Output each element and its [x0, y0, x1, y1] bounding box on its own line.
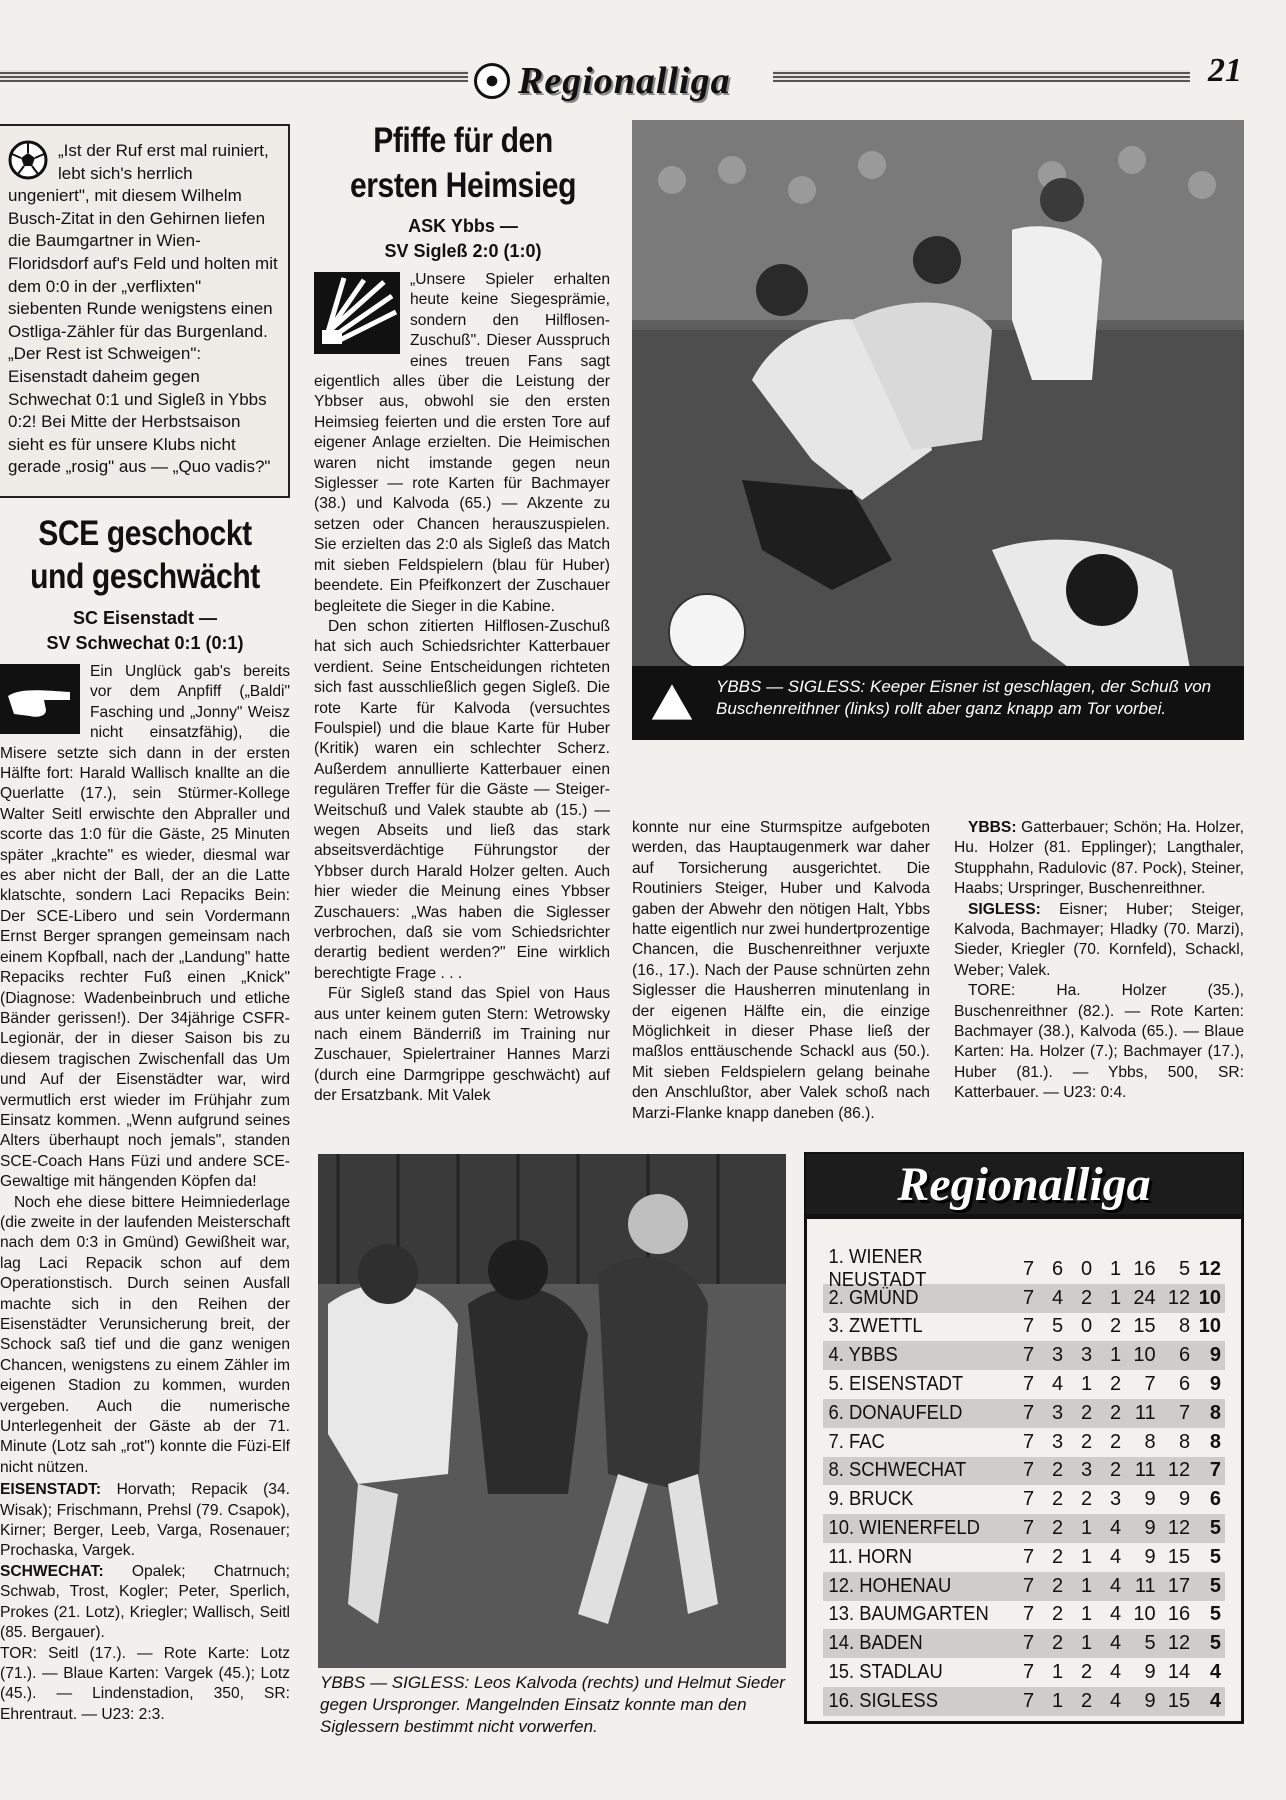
goals-against: 17 — [1167, 1574, 1191, 1597]
article1-facts: TOR: Seitl (17.). — Rote Karte: Lotz (71.). — Blaue Karten: Vargek (45.); Lotz (45.). — Lindenstadion, 350, SR: Ehrentraut. — U23: 2:3. — [0, 1644, 290, 1723]
rank: 13. — [828, 1603, 855, 1626]
article2-paragraph: konnte nur eine Sturmspitze aufgeboten werden, das Hauptaugenmerk war daher auf Torsicherung ausgerichtet. Die Routiniers Steiger, Huber und Kalvoda gaben der Abwehr den nötigen Halt, Ybbs hatte eigentlich nur zwei hundertprozentige Chancen, die Buschenreithner verjuxte (16., 17.). Nach der Pause schnürten zehn Siglesser die Hausherren minutenlang in der eigenen Hälfte ein, die einzige Möglichkeit in dieser Phase ließ der maßlos enttäuschende Schackl aus (50.). Mit sieben Feldspielern gelang beinahe den Anschlußtor, aber Valek schoß nach Marzi-Flanke knapp daneben (86.). — [632, 819, 930, 1122]
table-row — [823, 1572, 1225, 1601]
article1-match: SC Eisenstadt — — [72, 608, 218, 628]
losses: 4 — [1110, 1661, 1122, 1684]
losses: 4 — [1110, 1632, 1122, 1655]
games-played: 7 — [1022, 1430, 1035, 1453]
goals-for: 11 — [1134, 1459, 1156, 1482]
section-kicker — [468, 56, 773, 106]
team-label: SCHWECHAT: — [0, 1562, 104, 1580]
team-name — [823, 1488, 990, 1511]
rank: 6. — [828, 1401, 844, 1424]
games-played: 7 — [1022, 1373, 1035, 1396]
games-played: 7 — [1022, 1315, 1035, 1338]
team-label: BADEN — [859, 1632, 923, 1655]
games-played: 7 — [1022, 1257, 1035, 1280]
goals-against: 12 — [1167, 1517, 1191, 1540]
goals-against: 6 — [1179, 1373, 1191, 1396]
rank: 1. — [828, 1246, 844, 1269]
triangle-up-icon — [650, 682, 694, 722]
article1-paragraph: Ein Unglück gab's bereits vor dem Anpfiff („Baldi" Fasching und „Jonny" Weisz nicht einsatzfähig), die Misere setzte sich dann in der ersten Hälfte fort: Harald Wallisch knallte an die Querlatte (17.), sein Stürmer-Kollege Walter Seitl erwischte den Abpraller und scorte das 1:0 für die Gäste, 25 Minuten später „krachte" es wieder, diesmal war es aber nicht der Ball, der an die Latte klatschte, sondern Laci Repaciks Bein: Der SCE-Libero und sein Vordermann Ernst Berger sprangen gemeinsam nach einem Kopfball, nach der „Landung" hatte Repaciks rechter Fuß einen „Knick" (Diagnose: Wadenbeinbruch und etliche Bänder gerissen!). Der 34jährige CSFR-Legionär, der in dieser Saison bis zu diesem tragischen Zwischenfall das Um und Auf der Eisenstädter war, wird vermutlich erst wieder im Frühjahr zum Einsatz kommen. „Wenn aufgrund seines Alters überhaupt noch jemals", standen SCE-Coach Hans Füzi und andere SCE-Gewaltige mit hängenden Köpfen da! — [0, 663, 290, 1191]
table-row — [823, 1313, 1225, 1342]
games-played: 7 — [1022, 1603, 1035, 1626]
games-played: 7 — [1022, 1574, 1035, 1597]
goals-for: 10 — [1133, 1603, 1156, 1626]
team-name — [823, 1431, 990, 1454]
article1-lineup-schwechat — [0, 1562, 290, 1644]
article2-paragraph: „Unsere Spieler erhalten heute keine Siegesprämie, sondern den Hilflosen-Zuschuß". Dieser Ausspruch eines treuen Fans sagt eigentlich alles über die Leistung der Ybbser aus, obwohl sie den ersten Heimsieg feierten und die ersten Tore auf eigener Anlage erzielten. Die Heimischen waren nicht imstande gegen neun Siglesser — rote Karten für Bachmayer (38.) und Kalvoda (65.) — Akzente zu setzen oder Chancen herauszuspielen. Sie erzielten das 2:0 als Sigleß das Match mit sieben Feldspielern (blau für Huber) beendete. Ein Pfeifkonzert der Zuschauer begleitete die Sieger in die Kabine. — [314, 271, 610, 615]
match-scene — [318, 1154, 786, 1668]
team-label: YBBS — [848, 1344, 898, 1367]
article2-headline: Pfiffe für den ersten Heimsieg — [349, 121, 577, 205]
goals-against: 12 — [1167, 1459, 1191, 1482]
goals-against: 6 — [1179, 1344, 1191, 1367]
wins: 3 — [1051, 1344, 1064, 1367]
wins: 6 — [1051, 1257, 1064, 1280]
goals-against: 15 — [1167, 1545, 1191, 1568]
team-label: HOHENAU — [859, 1574, 952, 1597]
team-name — [823, 1373, 990, 1396]
goals-for: 11 — [1134, 1574, 1156, 1597]
games-played: 7 — [1022, 1344, 1035, 1367]
rank: 15. — [828, 1661, 855, 1684]
wins: 2 — [1051, 1459, 1064, 1482]
losses: 3 — [1110, 1488, 1122, 1511]
team-name — [823, 1246, 990, 1292]
team-name — [823, 1459, 990, 1482]
team-label: YBBS: — [968, 819, 1017, 836]
losses: 1 — [1110, 1344, 1122, 1367]
section-title: Regionalliga — [518, 60, 731, 102]
points: 12 — [1198, 1257, 1221, 1280]
draws: 2 — [1081, 1401, 1093, 1424]
table-row — [823, 1514, 1225, 1543]
team-label: ZWETTL — [848, 1315, 923, 1338]
games-played: 7 — [1022, 1661, 1035, 1684]
team-label: EISENSTADT: — [0, 1481, 102, 1499]
draws: 2 — [1081, 1286, 1093, 1309]
rank: 2. — [828, 1286, 844, 1309]
team-name — [823, 1517, 990, 1540]
standings-title: Regionalliga — [897, 1157, 1151, 1211]
rank: 8. — [828, 1459, 844, 1482]
wins: 3 — [1051, 1430, 1064, 1453]
draws: 0 — [1081, 1315, 1093, 1338]
article2-paragraph: Für Sigleß stand das Spiel von Haus aus unter keinem guten Stern: Wetrowsky nach einem Bänderriß im Training nur Zuschauer, Spielertrainer Hannes Marzi (durch eine Darmgrippe geschwächt) auf der Ersatzbank. Mit Valek — [314, 985, 610, 1105]
goals-against: 9 — [1179, 1488, 1191, 1511]
points: 8 — [1209, 1430, 1221, 1453]
goals-for: 7 — [1144, 1373, 1156, 1396]
wins: 3 — [1051, 1401, 1064, 1424]
team-name — [823, 1661, 990, 1684]
goals-for: 11 — [1134, 1401, 1156, 1424]
photo1-caption: YBBS — SIGLESS: Keeper Eisner ist geschlagen, der Schuß von Buschenreithner (links) rollt aber ganz knapp am Tor vorbei. — [716, 677, 1212, 718]
goals-for: 9 — [1144, 1689, 1156, 1712]
article2-facts: TORE: Ha. Holzer (35.), Buschenreithner (82.). — Rote Karten: Bachmayer (38.), Kalvoda (65.). — Blaue Karten: Ha. Holzer (7.); Bachmayer (17.), Huber (81.). — Ybbs, 500, SR: Katterbauer. — U23: 0:4. — [954, 982, 1244, 1102]
goals-for: 9 — [1144, 1517, 1156, 1540]
wins: 5 — [1051, 1315, 1064, 1338]
wins: 4 — [1051, 1373, 1064, 1396]
games-played: 7 — [1022, 1517, 1035, 1540]
points: 5 — [1209, 1603, 1221, 1626]
goals-for: 9 — [1144, 1545, 1156, 1568]
points: 9 — [1209, 1344, 1221, 1367]
team-label: BAUMGARTEN — [859, 1603, 989, 1626]
team-name — [823, 1402, 990, 1425]
article1-lineup-eisenstadt — [0, 1480, 290, 1562]
wins: 4 — [1051, 1286, 1064, 1309]
lineup-text: Gatterbauer; Schön; Ha. Holzer, Hu. Holzer (81. Epplinger); Langthaler, Stupphahn, Radulovic (87. Pock), Steiner, Haabs; Urspringer, Buschenreithner. — [954, 819, 1244, 898]
goals-against: 14 — [1167, 1661, 1191, 1684]
goals-for: 15 — [1133, 1315, 1156, 1338]
rank: 5. — [828, 1373, 844, 1396]
article2-lineup-ybbs — [954, 818, 1244, 900]
soccer-ball-icon — [474, 63, 510, 99]
goals-for: 9 — [1144, 1488, 1156, 1511]
wins: 1 — [1051, 1661, 1064, 1684]
soccer-ball-icon — [8, 140, 48, 180]
team-label: SCHWECHAT — [848, 1459, 967, 1482]
draws: 1 — [1081, 1373, 1093, 1396]
lineup-text: Opalek; Chatrnuch; Schwab, Trost, Kogler; Peter, Sperlich, Prokes (21. Lotz), Kriegler; Wallisch, Seitl (85. Bergauer). — [0, 1562, 290, 1642]
page-number: 21 — [1208, 52, 1242, 89]
article1-headline: SCE geschockt und geschwächt — [30, 514, 260, 596]
draws: 1 — [1081, 1517, 1093, 1540]
losses: 4 — [1110, 1689, 1122, 1712]
games-played: 7 — [1022, 1459, 1035, 1482]
photo2-caption: YBBS — SIGLESS: Leos Kalvoda (rechts) und Helmut Sieder gegen Urspronger. Mangelnden Einsatz konnte man den Siglessern bestimmt nicht vorwerfen. — [320, 1673, 785, 1736]
draws: 3 — [1081, 1344, 1093, 1367]
team-name — [823, 1603, 990, 1626]
losses: 4 — [1110, 1545, 1122, 1568]
team-label: EISENSTADT — [848, 1373, 964, 1396]
header-rule-left — [0, 70, 470, 82]
draws: 3 — [1081, 1459, 1093, 1482]
table-row — [823, 1399, 1225, 1428]
article1-paragraph: Noch ehe diese bittere Heimniederlage (die zweite in der laufenden Meisterschaft nach dem 0:3 in Gmünd) Gewißheit war, lag Laci Repacik schon auf dem Operationstisch. Durch seinen Ausfall machte sich in den Reihen der Eisenstädter Verunsicherung breit, der Schock saß tief und die ganz wenigen Chancen, wenigstens zu einem Zähler im eigenen Stadion zu kommen, wurden vergeben. Auch die numerische Unterlegenheit der Gäste ab der 71. Minute (Lotz sah „rot") konnte die Füzi-Elf nicht nützen. — [0, 1193, 290, 1476]
games-played: 7 — [1022, 1286, 1035, 1309]
draws: 1 — [1081, 1545, 1093, 1568]
article2-lineup-sigless — [954, 900, 1244, 982]
points: 5 — [1209, 1517, 1221, 1540]
table-row — [823, 1601, 1225, 1630]
draws: 1 — [1081, 1632, 1093, 1655]
team-label: BRUCK — [848, 1488, 914, 1511]
table-row — [823, 1370, 1225, 1399]
losses: 4 — [1110, 1517, 1122, 1540]
article1-body — [0, 662, 290, 1725]
rank: 16. — [828, 1689, 855, 1712]
team-label: STADLAU — [859, 1661, 943, 1684]
draws: 2 — [1081, 1689, 1093, 1712]
team-label: WIENER NEUSTADT — [828, 1246, 927, 1292]
goals-against: 5 — [1179, 1257, 1191, 1280]
table-row — [823, 1658, 1225, 1687]
goals-for: 8 — [1144, 1430, 1156, 1453]
goals-for: 9 — [1144, 1661, 1156, 1684]
team-label: SIGLESS: — [968, 900, 1041, 918]
points: 5 — [1209, 1574, 1221, 1597]
article2-body-col1 — [314, 270, 610, 1107]
wins: 2 — [1051, 1488, 1064, 1511]
article2-lineups — [954, 818, 1244, 1104]
fan-icon — [314, 272, 400, 354]
losses: 2 — [1110, 1401, 1122, 1424]
team-name — [823, 1315, 990, 1338]
team-name — [823, 1287, 990, 1310]
team-label: GMÜND — [848, 1286, 919, 1309]
intro-text: „Ist der Ruf erst mal ruiniert, lebt sich's herrlich ungeniert", mit diesem Wilhelm Busch-Zitat in den Gehirnen liefen die Baumgartner in Wien-Floridsdorf auf's Feld und holten mit dem 0:0 in der „verflixten" siebenten Runde wenigstens einen Ostliga-Zähler für das Burgenland. „Der Rest ist Schweigen": Eisenstadt daheim gegen Schwechat 0:1 und Sigleß in Ybbs 0:2! Bei Mitte der Herbstsaison sieht es für unsere Klubs nicht gerade „rosig" aus — „Quo vadis?" — [8, 141, 278, 477]
photo-tackle — [318, 1154, 786, 1668]
rank: 3. — [828, 1315, 844, 1338]
wins: 2 — [1051, 1603, 1064, 1626]
team-name — [823, 1690, 990, 1713]
wins: 2 — [1051, 1517, 1064, 1540]
draws: 2 — [1081, 1661, 1093, 1684]
goals-against: 8 — [1179, 1315, 1191, 1338]
losses: 1 — [1110, 1257, 1122, 1280]
photo1-caption-box — [632, 666, 1244, 740]
wins: 1 — [1051, 1689, 1064, 1712]
points: 4 — [1209, 1661, 1221, 1684]
goals-against: 16 — [1167, 1603, 1191, 1626]
table-row — [823, 1687, 1225, 1716]
lineup-text: Horvath; Repacik (34. Wisak); Frischmann, Prehsl (79. Csapok), Kirner; Berger, Leeb, Varga, Rosenauer; Prochaska, Vargek. — [0, 1481, 290, 1560]
rank: 12. — [828, 1574, 855, 1597]
standings-table — [804, 1216, 1244, 1724]
losses: 2 — [1110, 1430, 1122, 1453]
wins: 2 — [1051, 1574, 1064, 1597]
losses: 4 — [1110, 1603, 1122, 1626]
goals-for: 16 — [1133, 1257, 1156, 1280]
points: 9 — [1209, 1373, 1221, 1396]
games-played: 7 — [1022, 1545, 1035, 1568]
table-row — [823, 1629, 1225, 1658]
points: 7 — [1209, 1459, 1221, 1482]
draws: 2 — [1081, 1430, 1093, 1453]
team-label: SIGLESS — [859, 1689, 938, 1712]
goals-against: 12 — [1167, 1632, 1191, 1655]
losses: 2 — [1110, 1459, 1122, 1482]
draws: 1 — [1081, 1603, 1093, 1626]
article2-body-col2 — [632, 818, 930, 1124]
goals-against: 8 — [1179, 1430, 1191, 1453]
team-label: FAC — [848, 1430, 885, 1453]
goals-against: 7 — [1179, 1401, 1191, 1424]
table-row — [823, 1284, 1225, 1313]
table-row — [823, 1428, 1225, 1457]
games-played: 7 — [1022, 1689, 1035, 1712]
goals-for: 10 — [1133, 1344, 1156, 1367]
photo-goalkeeper — [632, 120, 1244, 740]
games-played: 7 — [1022, 1488, 1035, 1511]
lineup-text: Eisner; Huber; Steiger, Kalvoda, Bachmayer; Hladky (70. Marzi), Sieder, Kriegler (70. Kornfeld), Schackl, Weber; Valek. — [954, 900, 1244, 979]
table-row — [823, 1485, 1225, 1514]
pointing-hand-icon — [0, 664, 80, 734]
goals-for: 5 — [1144, 1632, 1156, 1655]
team-name — [823, 1344, 990, 1367]
team-name — [823, 1575, 990, 1598]
table-row — [823, 1543, 1225, 1572]
match-scene — [632, 120, 1244, 740]
article2-score: SV Sigleß 2:0 (1:0) — [384, 241, 542, 261]
team-name — [823, 1546, 990, 1569]
goals-against: 12 — [1167, 1286, 1191, 1309]
standings-rows — [823, 1246, 1225, 1716]
team-label: DONAUFELD — [848, 1401, 963, 1424]
team-label: HORN — [857, 1545, 913, 1568]
rank: 14. — [828, 1632, 855, 1655]
article2-match: ASK Ybbs — — [408, 216, 518, 236]
rank: 10. — [828, 1517, 855, 1540]
draws: 0 — [1081, 1257, 1093, 1280]
article1-score: SV Schwechat 0:1 (0:1) — [46, 633, 244, 653]
games-played: 7 — [1022, 1632, 1035, 1655]
draws: 2 — [1081, 1488, 1093, 1511]
table-row — [823, 1457, 1225, 1486]
article2-paragraph: Den schon zitierten Hilflosen-Zuschuß hat sich auch Schiedsrichter Katterbauer verdient. Seine Entscheidungen richteten sich fast ausschließlich gegen Sigleß. Die rote Karte für Kalvoda (versuchtes Foulspiel) und die blaue Karte für Huber (Kritik) waren ein schlechter Scherz. Außerdem annullierte Katterbauer einen regulären Treffer für die Gäste — Steiger-Weitschuß und Valek staubte ab (15.) — wegen Abseits und ließ das stark abseitsverdächtige Führungstor der Ybbser durch Harald Holzer gelten. Auch hier wieder die Meinung eines Ybbser Zuschauers: „Was haben die Siglesser verbrochen, daß sie vom Schiedsrichter derartig bedient werden?" Eine wirklich berechtigte Frage . . . — [314, 617, 610, 982]
wins: 2 — [1051, 1545, 1064, 1568]
losses: 1 — [1110, 1286, 1122, 1309]
goals-against: 15 — [1167, 1689, 1191, 1712]
table-row — [823, 1341, 1225, 1370]
team-label: WIENERFELD — [859, 1517, 980, 1540]
rank: 9. — [828, 1488, 844, 1511]
games-played: 7 — [1022, 1401, 1035, 1424]
standings-title-box — [804, 1152, 1244, 1216]
header-rule-right — [770, 70, 1190, 82]
losses: 4 — [1110, 1574, 1122, 1597]
goals-for: 24 — [1133, 1286, 1156, 1309]
points: 8 — [1209, 1401, 1221, 1424]
rank: 11. — [828, 1545, 853, 1568]
article1-header — [0, 512, 290, 656]
rank: 7. — [828, 1430, 844, 1453]
wins: 2 — [1051, 1632, 1064, 1655]
draws: 1 — [1081, 1574, 1093, 1597]
team-name — [823, 1632, 990, 1655]
article2-header — [312, 118, 614, 264]
rank: 4. — [828, 1344, 844, 1367]
table-row — [823, 1246, 1225, 1292]
points: 6 — [1209, 1488, 1221, 1511]
losses: 2 — [1110, 1373, 1122, 1396]
points: 10 — [1198, 1315, 1221, 1338]
points: 4 — [1209, 1689, 1221, 1712]
points: 10 — [1198, 1286, 1221, 1309]
intro-box — [0, 124, 290, 498]
points: 5 — [1209, 1545, 1221, 1568]
points: 5 — [1209, 1632, 1221, 1655]
losses: 2 — [1110, 1315, 1122, 1338]
